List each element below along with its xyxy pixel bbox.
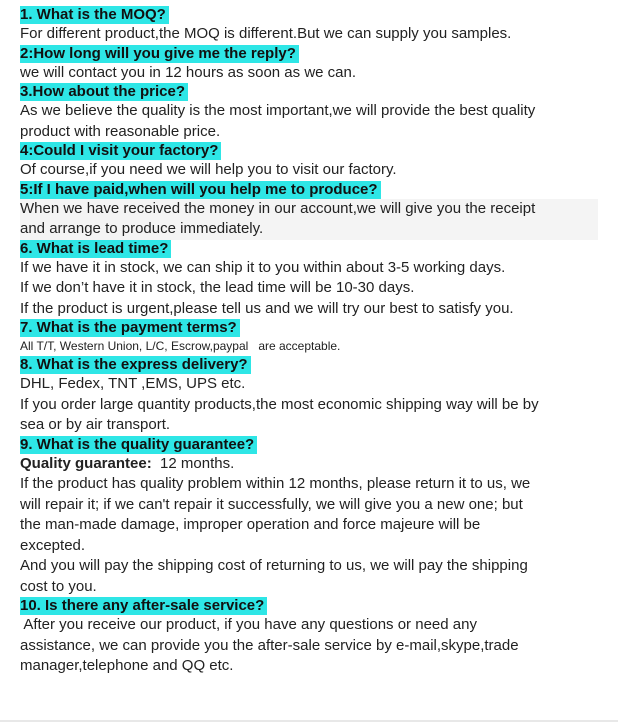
bottom-divider [0, 720, 618, 722]
faq-item-10 [20, 597, 618, 677]
answer-line: If we don’t have it in stock, the lead time will be 10-30 days. [20, 279, 415, 296]
question-heading: 4:Could I visit your factory? [20, 142, 221, 160]
answer-line: All T/T, Western Union, L/C, Escrow,paypal are acceptable. [20, 339, 341, 353]
answer-line: will repair it; if we can't repair it successfully, we will give you a new one; but [20, 495, 523, 513]
faq-item-3 [20, 83, 618, 142]
answer-line: If the product has quality problem within 12 months, please return it to us, we [20, 475, 531, 492]
answer-line: manager,telephone and QQ etc. [20, 657, 234, 674]
question-heading: 1. What is the MOQ? [20, 6, 169, 24]
answer-line: If you order large quantity products,the most economic shipping way will be by [20, 395, 539, 413]
answer-line: If the product is urgent,please tell us and we will try our best to satisfy you. [20, 299, 514, 317]
faq-item-5 [20, 181, 618, 240]
answer-line: As we believe the quality is the most important,we will provide the best quality [20, 102, 536, 119]
faq-item-7 [20, 319, 618, 356]
answer-line: assistance, we can provide you the after-sale service by e-mail,skype,trade [20, 636, 519, 654]
question-heading: 2:How long will you give me the reply? [20, 45, 299, 63]
question-heading: 10. Is there any after-sale service? [20, 597, 267, 615]
quality-guarantee-value: 12 months. [160, 454, 235, 472]
faq-item-1 [20, 6, 618, 45]
question-heading: 3.How about the price? [20, 83, 188, 101]
question-heading: 9. What is the quality guarantee? [20, 436, 257, 454]
answer-line: Of course,if you need we will help you to visit our factory. [20, 161, 397, 178]
question-heading: 6. What is lead time? [20, 240, 171, 258]
answer-line: cost to you. [20, 577, 97, 595]
quality-guarantee-label: Quality guarantee: [20, 454, 152, 472]
faq-item-8 [20, 356, 618, 436]
quality-guarantee-line [20, 454, 618, 475]
answer-line: If we have it in stock, we can ship it to you within about 3-5 working days. [20, 258, 506, 276]
answer-line: And you will pay the shipping cost of returning to us, we will pay the shipping [20, 557, 528, 574]
answer-line: After you receive our product, if you have any questions or need any [20, 616, 477, 633]
faq-item-2 [20, 45, 618, 84]
answer-line: When we have received the money in our account,we will give you the receipt [20, 199, 598, 220]
answer-line: DHL, Fedex, TNT ,EMS, UPS etc. [20, 375, 246, 392]
faq-item-4 [20, 142, 618, 181]
faq-item-6 [20, 240, 618, 320]
faq-item-9 [20, 436, 618, 598]
question-heading: 8. What is the express delivery? [20, 356, 251, 374]
question-heading: 5:If I have paid,when will you help me to produce? [20, 181, 381, 199]
answer-line: the man-made damage, improper operation and force majeure will be [20, 516, 481, 533]
answer-line: For different product,the MOQ is different.But we can supply you samples. [20, 25, 512, 42]
answer-line: and arrange to produce immediately. [20, 219, 598, 240]
question-heading: 7. What is the payment terms? [20, 319, 240, 337]
answer-line: excepted. [20, 536, 86, 554]
answer-line: we will contact you in 12 hours as soon as we can. [20, 63, 357, 81]
answer-line: product with reasonable price. [20, 122, 221, 140]
answer-line: sea or by air transport. [20, 416, 171, 433]
